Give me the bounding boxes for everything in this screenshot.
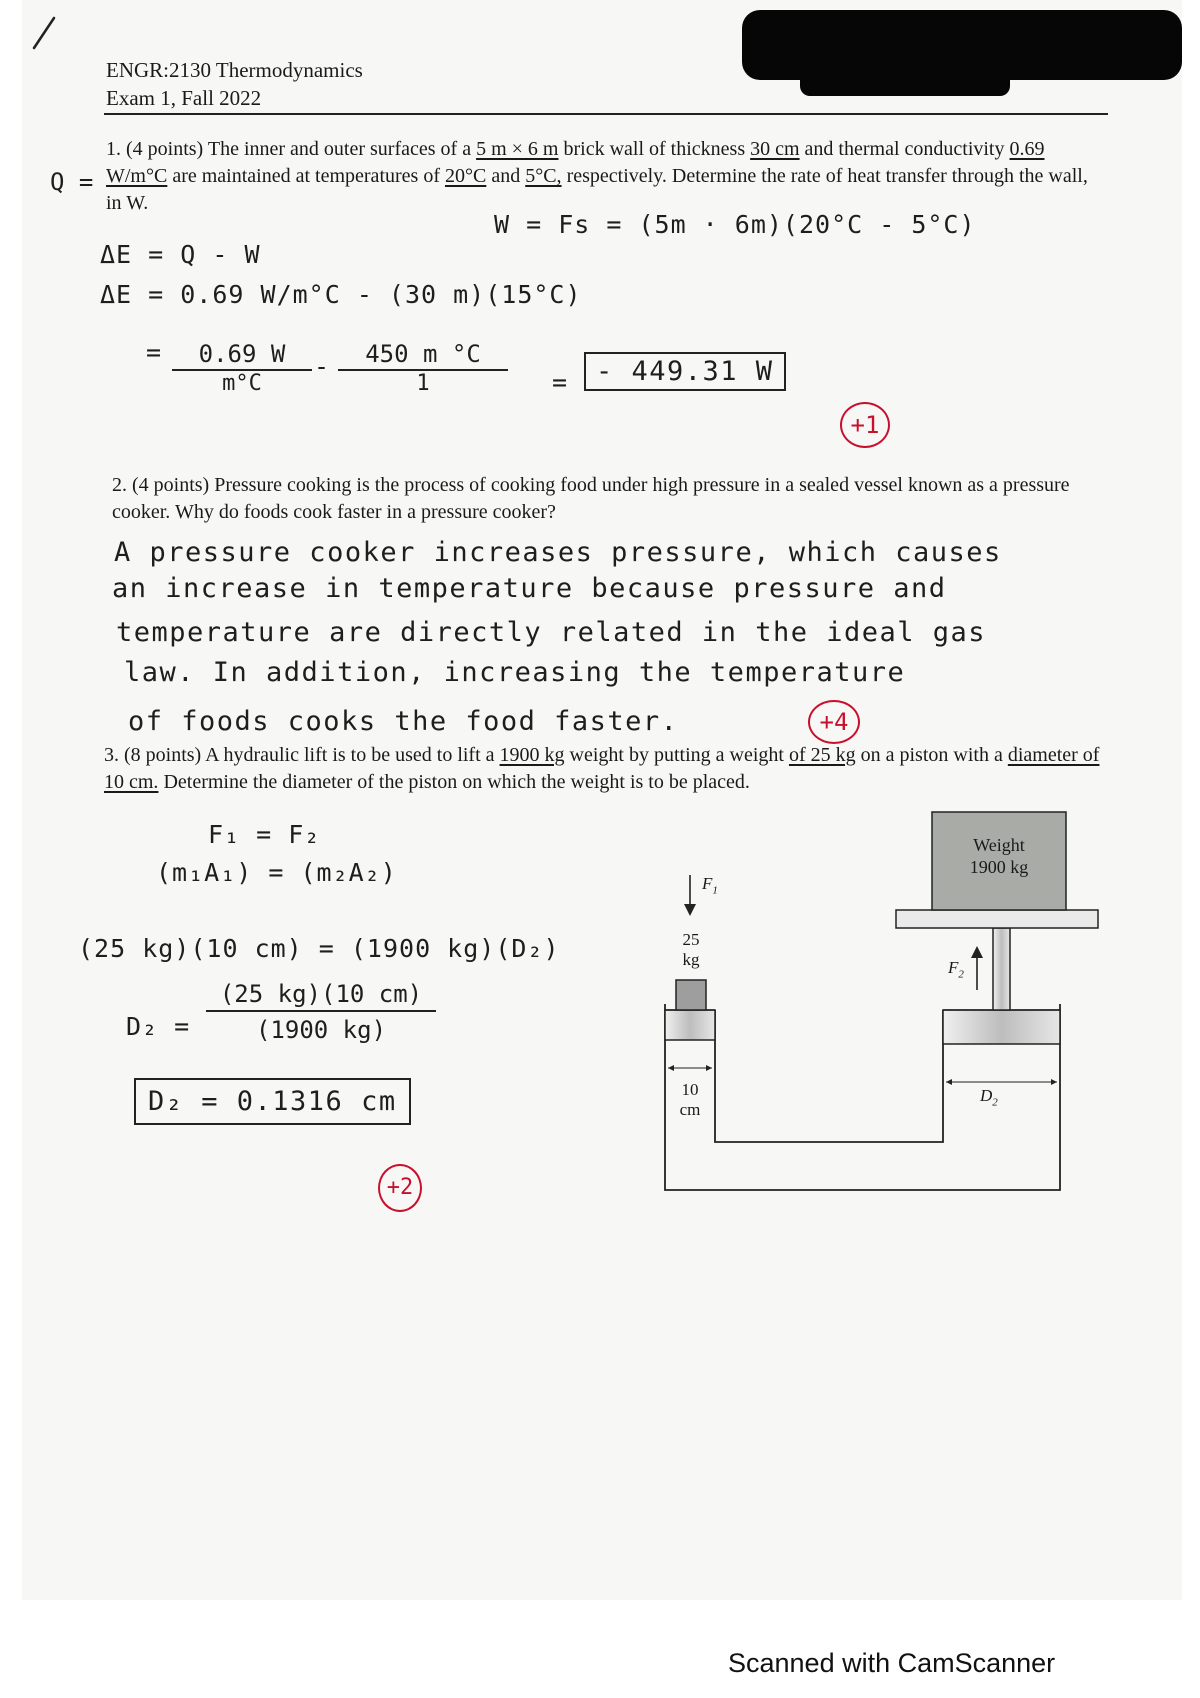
q3-answer-box: D₂ = 0.1316 cm — [134, 1078, 411, 1125]
q1-answer-box: - 449.31 W — [584, 352, 786, 391]
q3-work-line-1: F₁ = F₂ — [208, 820, 321, 849]
large-mass-label: Weight 1900 kg — [969, 835, 1029, 877]
f1-label: $F_1$ — [702, 874, 718, 897]
f2-label: $F_2$ — [948, 958, 964, 981]
small-piston — [665, 1010, 715, 1040]
q2-answer-line-5: of foods cooks the food faster. — [128, 706, 679, 737]
q1-work-line-2: ΔE = Q - W — [100, 240, 261, 269]
small-diameter-label: 10 cm — [679, 1080, 701, 1119]
large-diameter-label: $D_2$ — [980, 1086, 998, 1109]
large-piston — [943, 1010, 1060, 1044]
f2-arrow-icon — [971, 946, 983, 958]
course-title: ENGR:2130 Thermodynamics — [106, 58, 363, 82]
q2-score-circle: +4 — [808, 700, 860, 744]
q1-work-line-1: W = Fs = (5m · 6m)(20°C - 5°C) — [494, 210, 976, 239]
f1-arrow-icon — [684, 904, 696, 916]
lift-rod — [993, 928, 1010, 1010]
q3-work-lhs: D₂ = — [126, 1012, 191, 1041]
exam-title: Exam 1, Fall 2022 — [106, 86, 262, 110]
q2-text: 2. (4 points) Pressure cooking is the process of cooking food under high pressure in a sealed vessel known as a pressure cooker. Why do foods cook faster in a pressure cooker? — [112, 474, 1070, 523]
q1-work-eq: = — [146, 338, 163, 367]
camscanner-watermark: Scanned with CamScanner — [728, 1648, 1056, 1678]
q3-fraction: (25 kg)(10 cm) (1900 kg) — [206, 980, 436, 1044]
q1-score-circle: +1 — [840, 402, 890, 448]
q2-answer-line-4: law. In addition, increasing the temperature — [124, 657, 906, 688]
q1-text: 1. (4 points) The inner and outer surfaces of a 5 m × 6 m brick wall of thickness 30 cm and thermal conductivity 0.69 W/m°C are maintained at temperatures of 20°C and 5°C, respectively. Determine the rate of heat transfer through the wall, in W. — [106, 138, 1088, 214]
q1-margin-note: Q = — [50, 168, 94, 196]
q2-answer-line-3: temperature are directly related in the ideal gas — [116, 617, 987, 648]
small-weight — [676, 980, 706, 1010]
vessel-inner — [715, 1010, 943, 1142]
q3-text: 3. (8 points) A hydraulic lift is to be used to lift a 1900 kg weight by putting a weight of 25 kg on a piston with a diameter of 10 cm. Determine the diameter of the piston on which the weight is to be placed. — [104, 744, 1100, 793]
q1-fraction-2: 450 m °C 1 — [338, 340, 508, 396]
q3-score-circle: +2 — [378, 1164, 422, 1212]
q1-work-line-3: ΔE = 0.69 W/m°C - (30 m)(15°C) — [100, 280, 582, 309]
q2-answer-line-1: A pressure cooker increases pressure, which causes — [114, 537, 1002, 568]
q3-work-line-2: (m₁A₁) = (m₂A₂) — [156, 858, 397, 887]
small-mass-label: 25 kg — [682, 930, 700, 969]
lift-platform — [896, 910, 1098, 928]
q2-answer-line-2: an increase in temperature because pressure and — [112, 573, 947, 604]
q1-fraction-1: 0.69 W m°C — [172, 340, 312, 396]
q3-work-line-3: (25 kg)(10 cm) = (1900 kg)(D₂) — [78, 934, 560, 963]
